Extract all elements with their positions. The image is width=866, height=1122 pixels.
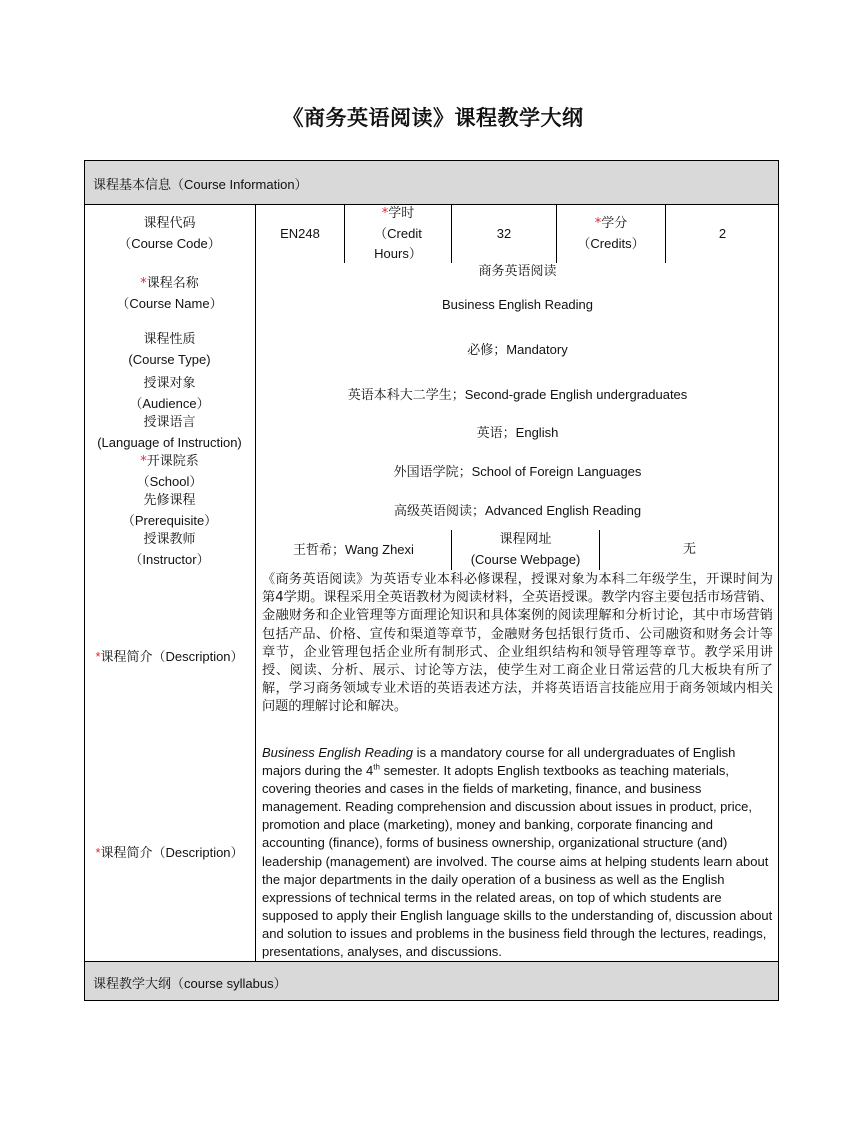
credits-value: 2 xyxy=(718,226,727,241)
description-en-label: *课程简介（Description） xyxy=(95,845,244,860)
description-en-text: Business English Reading is a mandatory course for all undergraduates of English majors during the 4th semester. It adopts English textbooks as teaching materials, covering theories and cases in the fields of marketing, finance, and business management. Reading comprehension and discussion about issues in product, price, promotion and place (marketing), money and banking, corporate financing and accounting (finance), forms of business ownership, organizational structure (and) leadership (management) are involved. The course aims at helping students learn about the major departments in the daily operation of a business as well as the English expressions of technical terms in the related areas, on top of which students are supposed to apply their English language skills to the understanding of, discussion about and solution to issues and problems in the business field through the lectures, readings, presentations, analyses, and discussions. xyxy=(262,745,773,960)
course-type-label: 课程性质 (Course Type) xyxy=(128,332,211,367)
instructor-label: 授课教师 （Instructor） xyxy=(129,532,210,567)
description-cn-label: *课程简介（Description） xyxy=(95,649,244,664)
language-label: 授课语言 (Language of Instruction) xyxy=(97,415,242,450)
course-name-label: *课程名称 （Course Name） xyxy=(116,276,223,311)
audience-label: 授课对象 （Audience） xyxy=(129,376,210,411)
course-code-label: 课程代码 （Course Code） xyxy=(118,216,221,251)
webpage-value: 无 xyxy=(682,542,696,557)
rule xyxy=(255,204,256,961)
prerequisite-value: 高级英语阅读；Advanced English Reading xyxy=(393,503,642,518)
course-type-value: 必修；Mandatory xyxy=(467,342,568,357)
course-name-en: Business English Reading xyxy=(441,297,594,312)
hours-value: 32 xyxy=(496,226,512,241)
section-course-info: 课程基本信息（Course Information） xyxy=(93,177,308,192)
page-title: 《商务英语阅读》课程教学大纲 xyxy=(282,106,584,130)
course-title-italic: Business English Reading xyxy=(262,745,414,760)
webpage-label: 课程网址 (Course Webpage) xyxy=(470,532,581,567)
course-code-value: EN248 xyxy=(280,226,320,241)
school-label: *开课院系 （School） xyxy=(136,454,203,489)
section-course-syllabus: 课程教学大纲（course syllabus） xyxy=(93,976,287,991)
hours-label: *学时 （Credit Hours） xyxy=(374,206,422,261)
school-value: 外国语学院；School of Foreign Languages xyxy=(393,464,642,479)
audience-value: 英语本科大二学生；Second-grade English undergraduates xyxy=(347,387,688,402)
credits-label: *学分 （Credits） xyxy=(577,216,645,251)
prerequisite-label: 先修课程 （Prerequisite） xyxy=(121,493,218,528)
instructor-value: 王哲希；Wang Zhexi xyxy=(293,542,414,557)
course-name-cn: 商务英语阅读 xyxy=(478,264,557,279)
description-cn-text: 《商务英语阅读》为英语专业本科必修课程，授课对象为本科二年级学生，开课时间为第4学期。课程采用全英语教材为阅读材料，全英语授课。教学内容主要包括市场营销、金融财务和企业管理等方面理论知识和具体案例的阅读理解和分析讨论，其中市场营销包括产品、价格、宣传和渠道等章节，金融财务包括银行货币、公司融资和财务会计等章节，企业管理包括企业所有制形式、企业组织结构和领导管理等章节。教学采用讲授、阅读、分析、展示、讨论等方法，使学生对工商企业日常运营的几大板块有所了解，学习商务领域专业术语的英语表述方法，并将英语语言技能应用于商务领域内相关问题的理解讨论和解决。 xyxy=(262,572,773,715)
rule xyxy=(84,961,779,962)
language-value: 英语；English xyxy=(476,425,559,440)
